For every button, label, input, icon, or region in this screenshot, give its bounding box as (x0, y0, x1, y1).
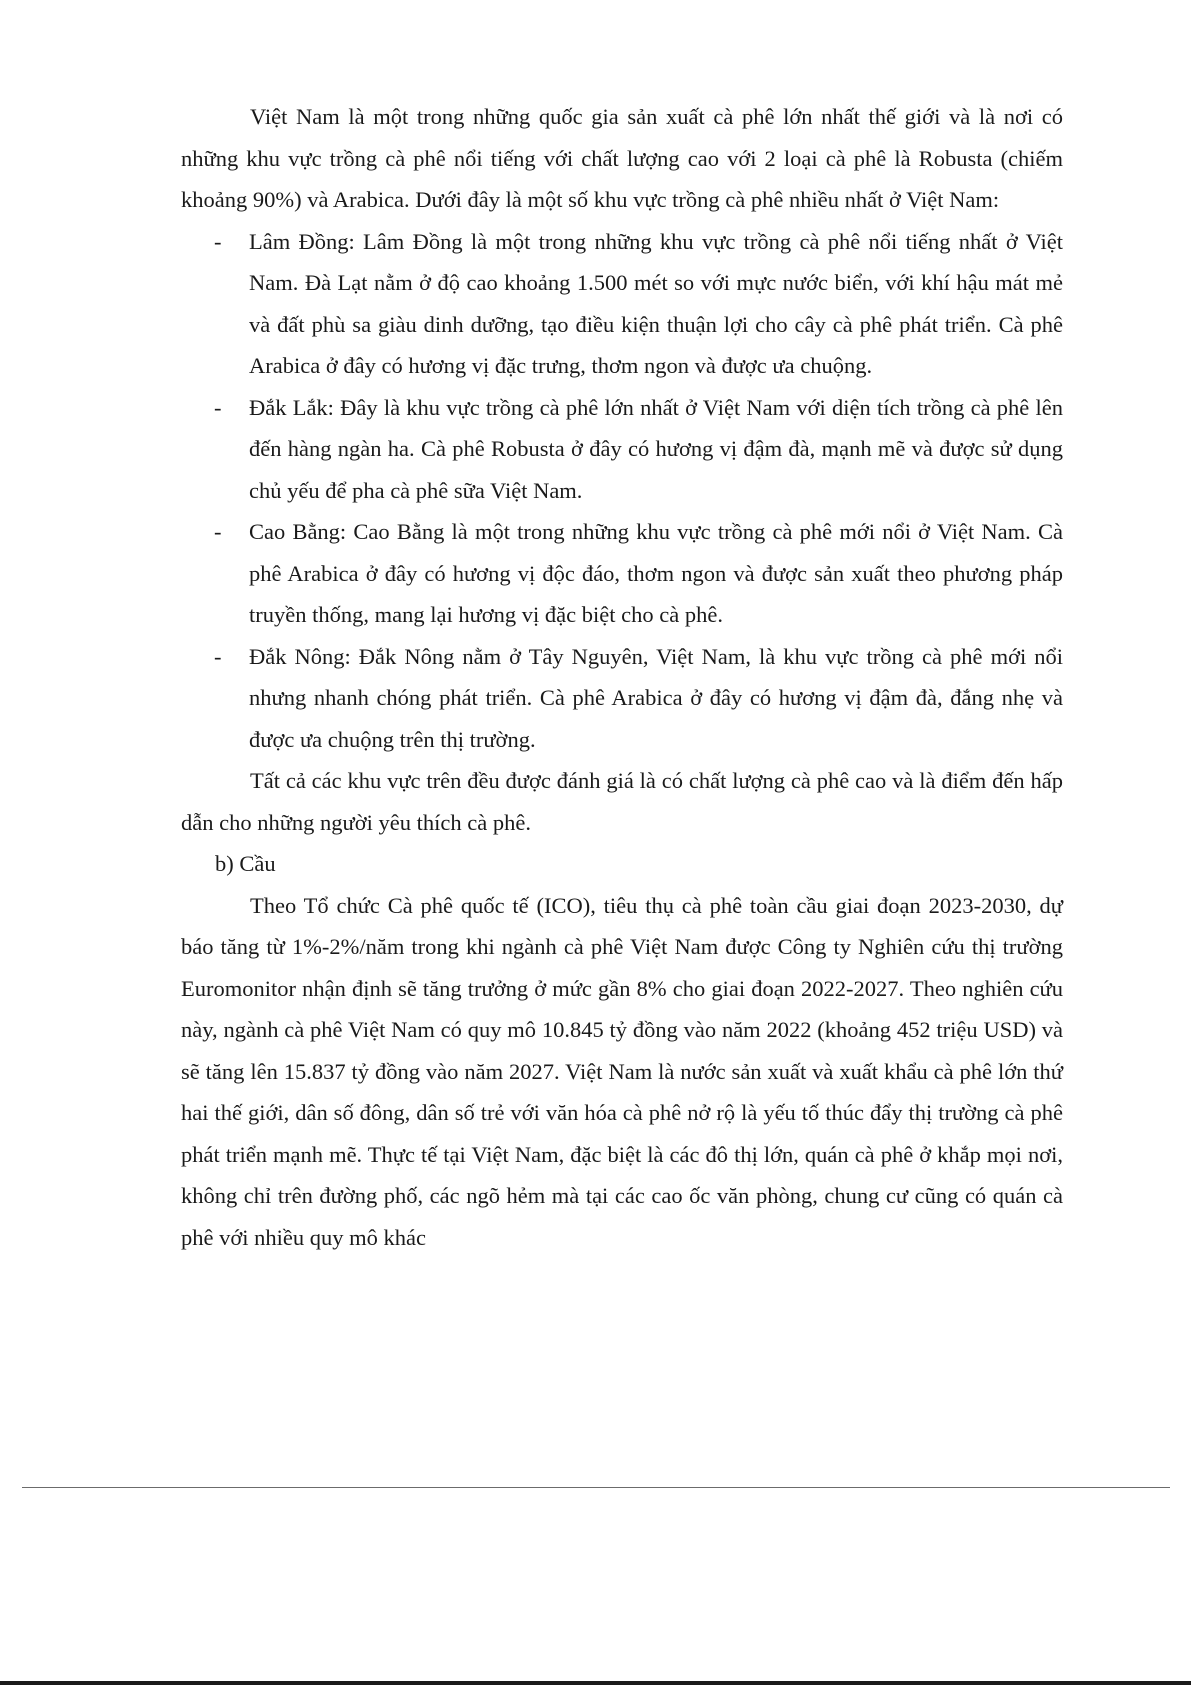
section-heading: b) Cầu (215, 851, 276, 876)
region-item-dak-lak (181, 387, 1063, 512)
intro-paragraph: Việt Nam là một trong những quốc gia sản xuất cà phê lớn nhất thế giới và là nơi có những khu vực trồng cà phê nổi tiếng với chất lượng cao với 2 loại cà phê là Robusta (chiếm khoảng 90%) và Arabica. Dưới đây là một số khu vực trồng cà phê nhiều nhất ở Việt Nam: (181, 104, 1063, 212)
demand-paragraph: Theo Tổ chức Cà phê quốc tế (ICO), tiêu thụ cà phê toàn cầu giai đoạn 2023-2030, dự báo tăng từ 1%-2%/năm trong khi ngành cà phê Việt Nam được Công ty Nghiên cứu thị trường Euromonitor nhận định sẽ tăng trưởng ở mức gần 8% cho giai đoạn 2022-2027. Theo nghiên cứu này, ngành cà phê Việt Nam có quy mô 10.845 tỷ đồng vào năm 2022 (khoảng 452 triệu USD) và sẽ tăng lên 15.837 tỷ đồng vào năm 2027. Việt Nam là nước sản xuất và xuất khẩu cà phê lớn thứ hai thế giới, dân số đông, dân số trẻ với văn hóa cà phê nở rộ là yếu tố thúc đẩy thị trường cà phê phát triển mạnh mẽ. Thực tế tại Việt Nam, đặc biệt là các đô thị lớn, quán cà phê ở khắp mọi nơi, không chỉ trên đường phố, các ngõ hẻm mà tại các cao ốc văn phòng, chung cư cũng có quán cà phê với nhiều quy mô khác (181, 892, 1063, 1250)
region-item-dak-nong (181, 636, 1063, 761)
region-item-lam-dong (181, 221, 1063, 387)
bullet-dash: - (214, 643, 222, 669)
summary-paragraph: Tất cả các khu vực trên đều được đánh giá là có chất lượng cà phê cao và là điểm đến hấp dẫn cho những người yêu thích cà phê. (181, 768, 1063, 835)
coffee-regions-list (181, 221, 1063, 761)
region-text: Đắk Lắk: Đây là khu vực trồng cà phê lớn nhất ở Việt Nam với diện tích trồng cà phê lên đến hàng ngàn ha. Cà phê Robusta ở đây có hương vị đậm đà, mạnh mẽ và được sử dụng chủ yếu để pha cà phê sữa Việt Nam. (249, 394, 1063, 503)
bullet-dash: - (214, 228, 222, 254)
bullet-dash: - (214, 394, 222, 420)
region-text: Đắk Nông: Đắk Nông nằm ở Tây Nguyên, Việt Nam, là khu vực trồng cà phê mới nổi nhưng nhanh chóng phát triển. Cà phê Arabica ở đây có hương vị đậm đà, đắng nhẹ và được ưa chuộng trên thị trường. (249, 643, 1063, 752)
region-text: Cao Bằng: Cao Bằng là một trong những khu vực trồng cà phê mới nổi ở Việt Nam. Cà phê Arabica ở đây có hương vị độc đáo, thơm ngon và được sản xuất theo phương pháp truyền thống, mang lại hương vị đặc biệt cho cà phê. (249, 519, 1063, 627)
footer-divider (22, 1487, 1170, 1488)
region-item-cao-bang (181, 511, 1063, 636)
bullet-dash: - (214, 519, 222, 544)
page-bottom-edge (0, 1681, 1191, 1685)
region-text: Lâm Đồng: Lâm Đồng là một trong những khu vực trồng cà phê nổi tiếng nhất ở Việt Nam. Đà Lạt nằm ở độ cao khoảng 1.500 mét so với mực nước biển, với khí hậu mát mẻ và đất phù sa giàu dinh dưỡng, tạo điều kiện thuận lợi cho cây cà phê phát triển. Cà phê Arabica ở đây có hương vị đặc trưng, thơm ngon và được ưa chuộng. (249, 228, 1063, 378)
document-body (181, 96, 1063, 1258)
